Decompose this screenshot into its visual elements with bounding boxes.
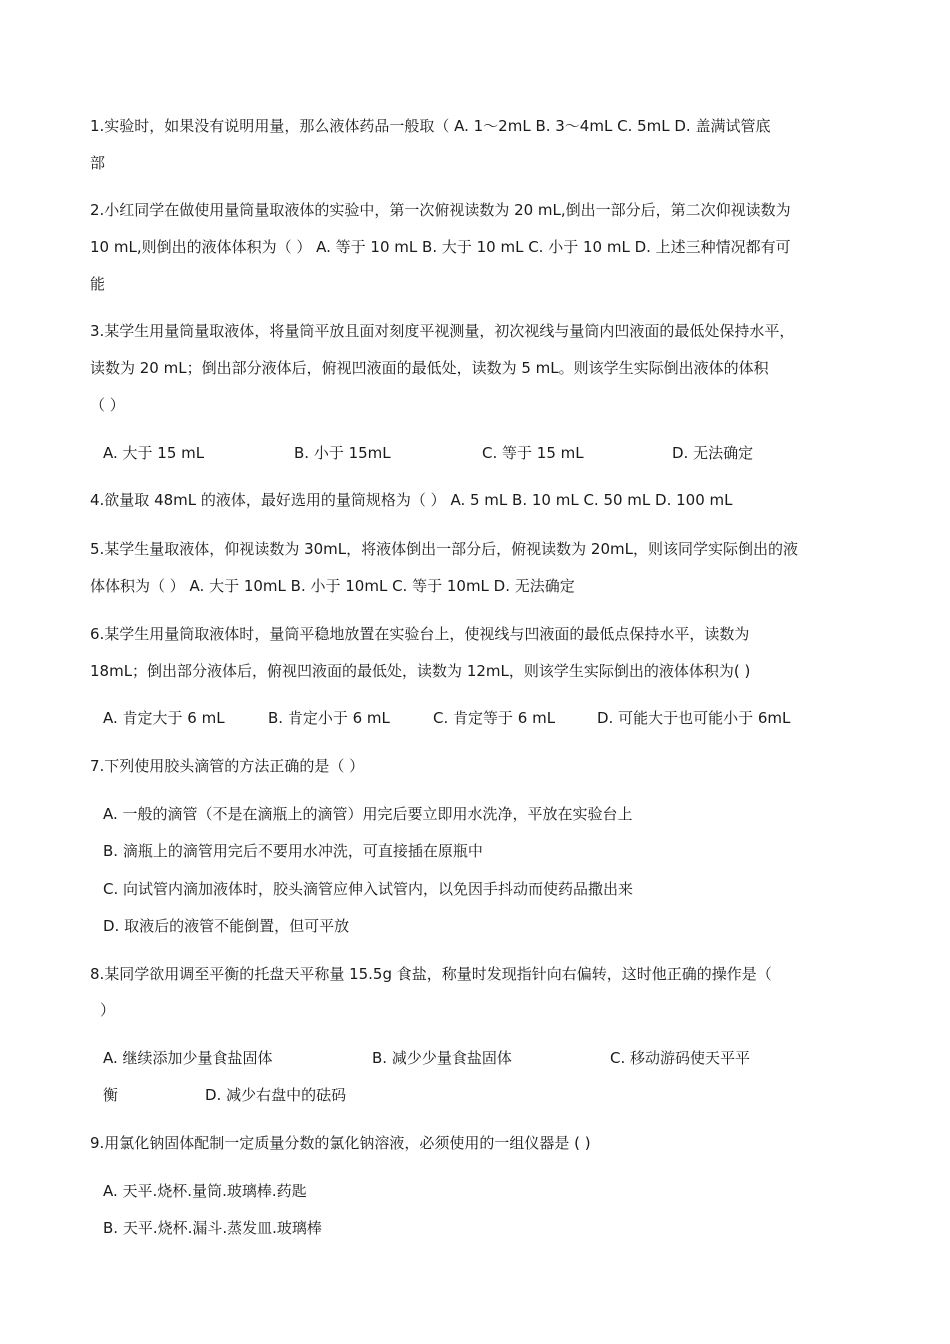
question-5-line-1: 5.某学生量取液体，仰视读数为 30mL，将液体倒出一部分后，俯视读数为 20mL，则该同学实际倒出的液	[90, 540, 798, 558]
question-4-line-1: 4.欲量取 48mL 的液体，最好选用的量筒规格为（ ） A. 5 mL B. 10 mL C. 50 mL D. 100 mL	[90, 491, 733, 509]
question-3-option-d: D. 无法确定	[672, 444, 754, 462]
question-2-line-1: 2.小红同学在做使用量筒量取液体的实验中，第一次俯视读数为 20 mL,倒出一部分后，第二次仰视读数为	[90, 201, 791, 219]
question-8-line-2: ）	[100, 1001, 116, 1019]
question-8-option-a: A. 继续添加少量食盐固体	[103, 1049, 273, 1067]
question-5-line-2: 体体积为（ ） A. 大于 10mL B. 小于 10mL C. 等于 10mL D. 无法确定	[90, 577, 575, 595]
question-6-line-2: 18mL；倒出部分液体后，俯视凹液面的最低处，读数为 12mL，则该学生实际倒出的液体体积为( )	[90, 662, 751, 680]
question-9-line-1: 9.用氯化钠固体配制一定质量分数的氯化钠溶液，必须使用的一组仪器是 ( )	[90, 1134, 591, 1152]
question-6-line-1: 6.某学生用量筒取液体时，量筒平稳地放置在实验台上，使视线与凹液面的最低点保持水平，读数为	[90, 625, 750, 643]
question-7-option-a: A. 一般的滴管（不是在滴瓶上的滴管）用完后要立即用水洗净，平放在实验台上	[103, 805, 633, 823]
question-6-option-a: A. 肯定大于 6 mL	[103, 709, 225, 727]
question-3-option-a: A. 大于 15 mL	[103, 444, 205, 462]
question-6-option-d: D. 可能大于也可能小于 6mL	[597, 709, 791, 727]
question-1-line-1: 1.实验时，如果没有说明用量，那么液体药品一般取（ A. 1～2mL B. 3～4mL C. 5mL D. 盖满试管底	[90, 117, 771, 135]
question-1-line-2: 部	[90, 154, 106, 172]
question-7-option-d: D. 取液后的液管不能倒置，但可平放	[103, 917, 350, 935]
question-3-line-2: 读数为 20 mL；倒出部分液体后，俯视凹液面的最低处，读数为 5 mL。则该学生实际倒出液体的体积	[90, 359, 769, 377]
question-8-option-b: B. 减少少量食盐固体	[372, 1049, 512, 1067]
question-6-option-b: B. 肯定小于 6 mL	[268, 709, 390, 727]
question-9-option-a: A. 天平.烧杯.量筒.玻璃棒.药匙	[103, 1182, 307, 1200]
question-8-line-1: 8.某同学欲用调至平衡的托盘天平称量 15.5g 食盐，称量时发现指针向右偏转，这时他正确的操作是（	[90, 965, 772, 983]
question-2-line-2: 10 mL,则倒出的液体体积为（ ） A. 等于 10 mL B. 大于 10 mL C. 小于 10 mL D. 上述三种情况都有可	[90, 238, 791, 256]
question-7-option-c: C. 向试管内滴加液体时，胶头滴管应伸入试管内，以免因手抖动而使药品撒出来	[103, 880, 634, 898]
question-8-option-c: C. 移动游码使天平平	[610, 1049, 751, 1067]
question-3-line-3: （ ）	[90, 396, 125, 414]
question-7-line-1: 7.下列使用胶头滴管的方法正确的是（ ）	[90, 757, 365, 775]
question-8-option-c-wrap: 衡	[103, 1086, 119, 1104]
question-8-option-d: D. 减少右盘中的砝码	[205, 1086, 347, 1104]
question-6-option-c: C. 肯定等于 6 mL	[433, 709, 556, 727]
question-3-option-b: B. 小于 15mL	[294, 444, 391, 462]
question-9-option-b: B. 天平.烧杯.漏斗.蒸发皿.玻璃棒	[103, 1219, 322, 1237]
question-3-option-c: C. 等于 15 mL	[482, 444, 584, 462]
question-3-line-1: 3.某学生用量筒量取液体，将量筒平放且面对刻度平视测量，初次视线与量筒内凹液面的最低处保持水平，	[90, 322, 795, 340]
question-7-option-b: B. 滴瓶上的滴管用完后不要用水冲洗，可直接插在原瓶中	[103, 842, 483, 860]
question-2-line-3: 能	[90, 275, 106, 293]
